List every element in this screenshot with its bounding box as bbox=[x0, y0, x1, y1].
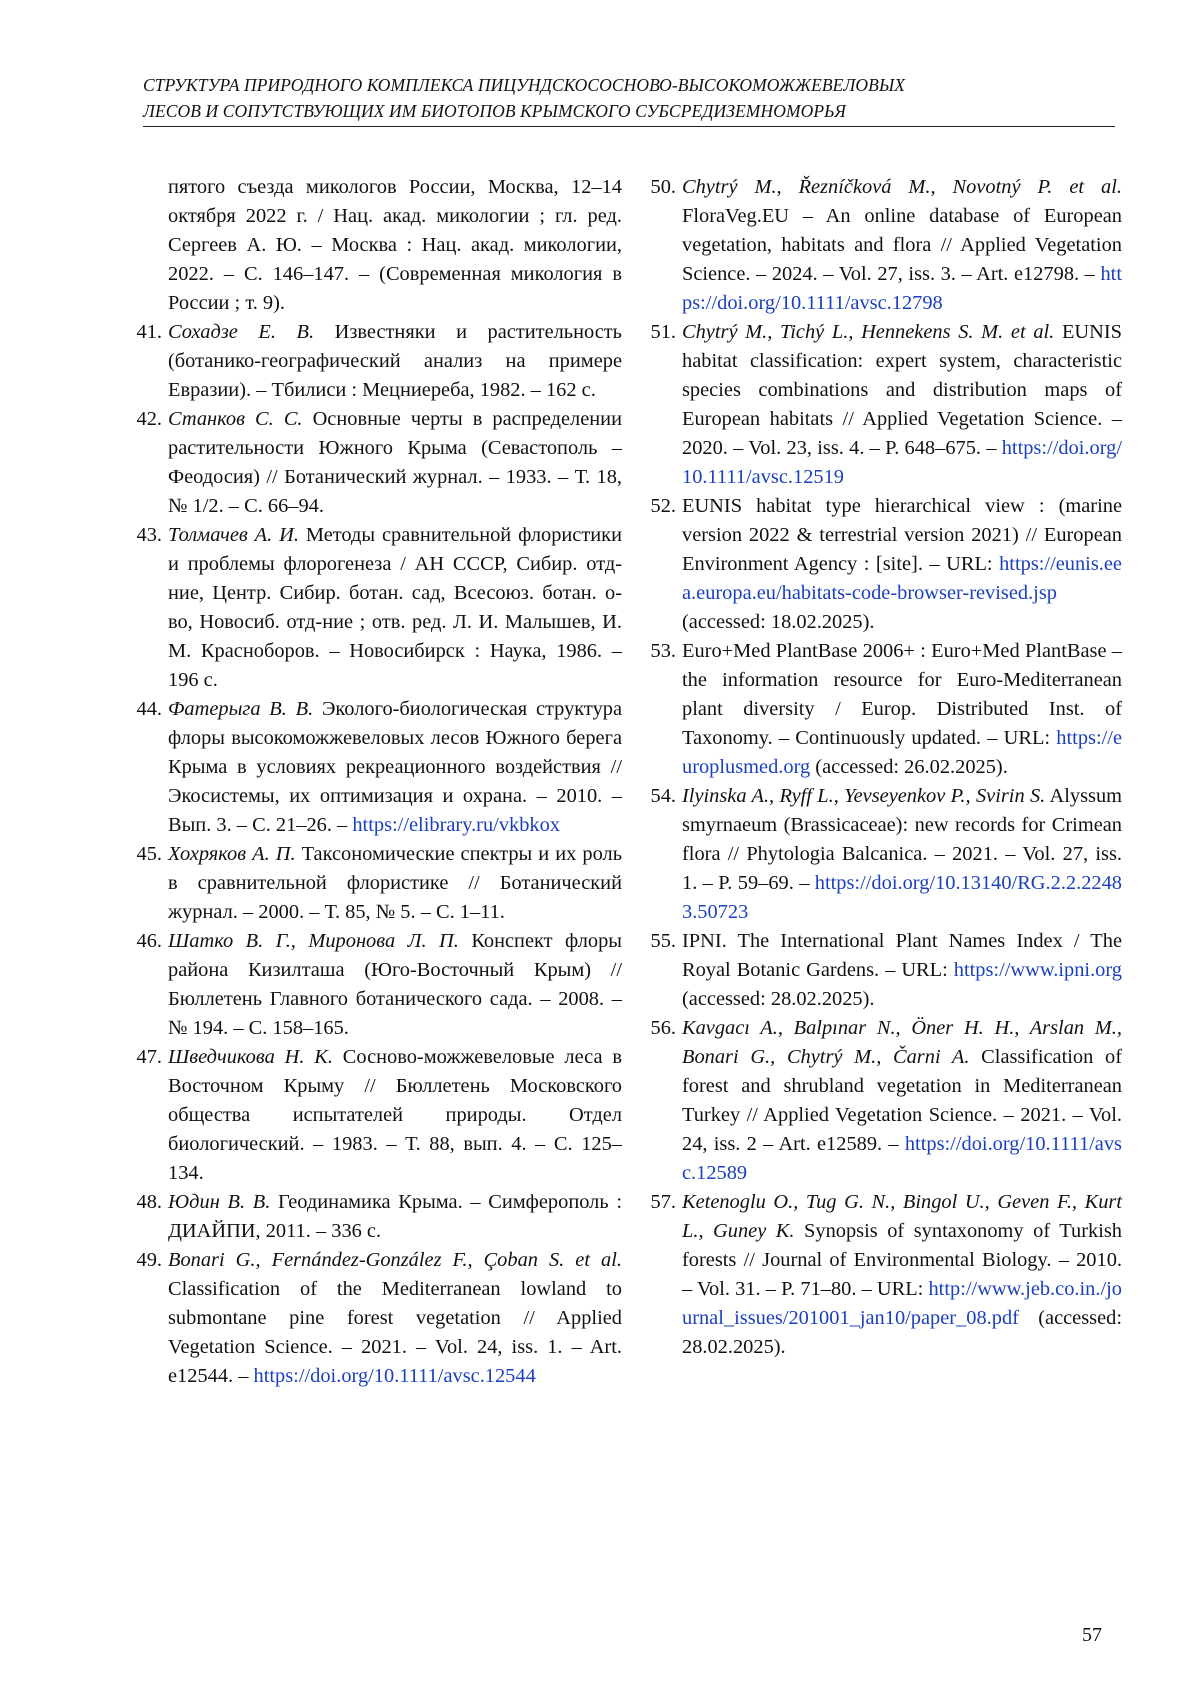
reference-number: 49. bbox=[136, 1249, 162, 1271]
reference-text: Геодинамика Крыма. – Симферополь : ДИАЙПИ, 2011. – 336 с. bbox=[168, 1191, 622, 1242]
references-left-column bbox=[118, 173, 622, 1391]
reference-accessed: (accessed: 28.02.2025). bbox=[682, 1307, 1122, 1358]
reference-authors: Толмачев А. И. bbox=[168, 524, 299, 546]
reference-body bbox=[168, 1188, 622, 1246]
reference-item bbox=[632, 173, 1122, 318]
reference-item bbox=[632, 492, 1122, 637]
reference-body bbox=[168, 1246, 622, 1391]
reference-accessed: (accessed: 26.02.2025). bbox=[810, 756, 1008, 778]
reference-body bbox=[168, 521, 622, 695]
reference-authors: Сохадзе Е. В. bbox=[168, 321, 315, 343]
reference-body bbox=[168, 927, 622, 1043]
reference-text: Таксономические спектры и их роль в сравнительной флористике // Ботанический журнал. – 2000. – Т. 85, № 5. – С. 1–11. bbox=[168, 843, 622, 923]
reference-item bbox=[118, 1188, 622, 1246]
reference-authors: Фатерыга В. В. bbox=[168, 698, 314, 720]
reference-number: 43. bbox=[136, 524, 162, 546]
reference-body bbox=[682, 927, 1122, 1014]
reference-body bbox=[168, 405, 622, 521]
reference-body bbox=[682, 782, 1122, 927]
reference-authors: Ketenoglu O., Tug G. N., Bingol U., Geven F., Kurt L., Guney K. bbox=[682, 1191, 1122, 1242]
reference-number: 46. bbox=[136, 930, 162, 952]
reference-body bbox=[682, 637, 1122, 782]
reference-body bbox=[682, 1014, 1122, 1188]
reference-number: 42. bbox=[136, 408, 162, 430]
reference-number: 51. bbox=[650, 321, 676, 343]
reference-text: Основные черты в распределении растительности Южного Крыма (Севастополь – Феодосия) // Ботанический журнал. – 1933. – Т. 18, № 1/2. – С. 66–94. bbox=[168, 408, 622, 517]
reference-link[interactable]: https://europlusmed.org bbox=[682, 727, 1122, 778]
running-header bbox=[143, 72, 1115, 127]
reference-number: 50. bbox=[650, 176, 676, 198]
reference-body bbox=[168, 1043, 622, 1188]
reference-text: Classification of the Mediterranean lowland to submontane pine forest vegetation // Applied Vegetation Science. – 2021. – Vol. 24, iss. 1. – Art. e12544. – bbox=[168, 1278, 622, 1387]
reference-continuation: пятого съезда микологов России, Москва, 12–14 октября 2022 г. / Нац. акад. микологии ; гл. ред. Сергеев А. Ю. – Москва : Нац. акад. микологии, 2022. – С. 146–147. – (Современная микология в России ; т. 9). bbox=[168, 176, 622, 314]
reference-link[interactable]: https://eunis.eea.europa.eu/habitats-code-browser-revised.jsp bbox=[682, 553, 1122, 604]
reference-list-right bbox=[632, 173, 1122, 1362]
reference-body bbox=[168, 840, 622, 927]
reference-body bbox=[168, 318, 622, 405]
reference-text: EUNIS habitat classification: expert system, characteristic species combinations and distribution maps of European habitats // Applied Vegetation Science. – 2020. – Vol. 23, iss. 4. – P. 648–675. – bbox=[682, 321, 1122, 459]
reference-text: Classification of forest and shrubland vegetation in Mediterranean Turkey // Applied Vegetation Science. – 2021. – Vol. 24, iss. 2 – Art. e12589. – bbox=[682, 1046, 1122, 1155]
reference-number: 48. bbox=[136, 1191, 162, 1213]
reference-item bbox=[118, 521, 622, 695]
reference-item bbox=[632, 927, 1122, 1014]
reference-text: Euro+Med PlantBase 2006+ : Euro+Med PlantBase – the information resource for Euro-Mediterranean plant diversity / Europ. Distributed Inst. of Taxonomy. – Continuously updated. – URL: bbox=[682, 640, 1122, 749]
reference-item bbox=[118, 318, 622, 405]
reference-authors: Юдин В. В. bbox=[168, 1191, 271, 1213]
reference-link[interactable]: https://doi.org/10.1111/avsc.12589 bbox=[682, 1133, 1122, 1184]
reference-item bbox=[118, 695, 622, 840]
reference-number: 47. bbox=[136, 1046, 162, 1068]
reference-link[interactable]: https://elibrary.ru/vkbkox bbox=[352, 814, 561, 836]
reference-item bbox=[118, 1043, 622, 1188]
reference-body bbox=[682, 492, 1122, 637]
reference-text: EUNIS habitat type hierarchical view : (marine version 2022 & terrestrial version 2021) // European Environment Agency : [site]. – URL: bbox=[682, 495, 1122, 575]
reference-item bbox=[632, 1014, 1122, 1188]
reference-authors: Kavgacı A., Balpınar N., Öner H. H., Arslan M., Bonari G., Chytrý M., Čarni A. bbox=[682, 1017, 1122, 1068]
reference-body bbox=[682, 1188, 1122, 1362]
reference-link[interactable]: https://www.ipni.org bbox=[953, 959, 1122, 981]
reference-item bbox=[632, 1188, 1122, 1362]
running-header-line-2: ЛЕСОВ И СОПУТСТВУЮЩИХ ИМ БИОТОПОВ КРЫМСКОГО СУБСРЕДИЗЕМНОМОРЬЯ bbox=[143, 101, 846, 121]
running-header-line-1: СТРУКТУРА ПРИРОДНОГО КОМПЛЕКСА ПИЦУНДСКОСОСНОВО-ВЫСОКОМОЖЖЕВЕЛОВЫХ bbox=[143, 75, 906, 95]
reference-item bbox=[118, 927, 622, 1043]
reference-item bbox=[118, 405, 622, 521]
reference-item bbox=[118, 840, 622, 927]
reference-number: 57. bbox=[650, 1191, 676, 1213]
reference-authors: Шатко В. Г., Миронова Л. П. bbox=[168, 930, 459, 952]
reference-number: 53. bbox=[650, 640, 676, 662]
reference-body bbox=[682, 318, 1122, 492]
reference-authors: Хохряков А. П. bbox=[168, 843, 296, 865]
reference-link[interactable]: http://www.jeb.co.in./journal_issues/201001_jan10/paper_08.pdf bbox=[682, 1278, 1122, 1329]
reference-text: Конспект флоры района Кизилташа (Юго-Восточный Крым) // Бюллетень Главного ботанического сада. – 2008. – № 194. – С. 158–165. bbox=[168, 930, 623, 1039]
reference-item bbox=[632, 782, 1122, 927]
reference-text: Известняки и растительность (ботанико-географический анализ на примере Евразии). – Тбилиси : Мецниереба, 1982. – 162 с. bbox=[168, 321, 622, 401]
reference-authors: Chytrý M., Řezníčková M., Novotný P. et al. bbox=[682, 176, 1122, 198]
reference-link[interactable]: https://doi.org/10.13140/RG.2.2.22483.50723 bbox=[682, 872, 1122, 923]
reference-item bbox=[632, 318, 1122, 492]
reference-item bbox=[118, 1246, 622, 1391]
reference-text: Alyssum smyrnaeum (Brassicaceae): new records for Crimean flora // Phytologia Balcanica. – 2021. – Vol. 27, iss. 1. – P. 59–69. – bbox=[682, 785, 1123, 894]
reference-authors: Bonari G., Fernández-González F., Çoban S. et al. bbox=[168, 1249, 622, 1271]
reference-text: FloraVeg.EU – An online database of European vegetation, habitats and flora // Applied Vegetation Science. – 2024. – Vol. 27, iss. 3. – Art. e12798. – bbox=[682, 205, 1122, 285]
reference-link[interactable]: https://doi.org/10.1111/avsc.12544 bbox=[253, 1365, 536, 1387]
reference-number: 41. bbox=[136, 321, 162, 343]
references-right-column bbox=[632, 173, 1122, 1362]
reference-body bbox=[682, 173, 1122, 318]
reference-authors: Станков С. С. bbox=[168, 408, 303, 430]
reference-body bbox=[168, 695, 622, 840]
reference-accessed: (accessed: 18.02.2025). bbox=[682, 611, 875, 633]
reference-link[interactable]: https://doi.org/10.1111/avsc.12519 bbox=[682, 437, 1122, 488]
reference-text: Сосново-можжевеловые леса в Восточном Крыму // Бюллетень Московского общества испытателей природы. Отдел биологический. – 1983. – Т. 88, вып. 4. – С. 125–134. bbox=[168, 1046, 623, 1184]
reference-list-left bbox=[118, 318, 622, 1391]
reference-number: 44. bbox=[136, 698, 162, 720]
page-number: 57 bbox=[1082, 1624, 1102, 1646]
reference-text: IPNI. The International Plant Names Index / The Royal Botanic Gardens. – URL: bbox=[682, 930, 1122, 981]
reference-number: 45. bbox=[136, 843, 162, 865]
reference-number: 55. bbox=[650, 930, 676, 952]
reference-text: Synopsis of syntaxonomy of Turkish forests // Journal of Environmental Biology. – 2010. – Vol. 31. – P. 71–80. – URL: bbox=[682, 1220, 1122, 1300]
reference-item bbox=[632, 637, 1122, 782]
reference-number: 54. bbox=[650, 785, 676, 807]
reference-authors: Chytrý M., Tichý L., Hennekens S. M. et al. bbox=[682, 321, 1055, 343]
reference-text: Эколого-биологическая структура флоры высокоможжевеловых лесов Южного берега Крыма в условиях рекреационного воздействия // Экосистемы, их оптимизация и охрана. – 2010. – Вып. 3. – С. 21–26. – bbox=[168, 698, 623, 836]
reference-number: 56. bbox=[650, 1017, 676, 1039]
reference-text: Методы сравнительной флористики и проблемы флорогенеза / АН СССР, Сибир. отд-ние, Центр. Сибир. ботан. сад, Всесоюз. ботан. о-во, Новосиб. отд-ние ; отв. ред. Л. И. Малышев, И. М. Красноборов. – Новосибирск : Наука, 1986. – 196 с. bbox=[168, 524, 622, 691]
reference-link[interactable]: https://doi.org/10.1111/avsc.12798 bbox=[682, 263, 1122, 314]
reference-authors: Шведчикова Н. К. bbox=[168, 1046, 333, 1068]
reference-number: 52. bbox=[650, 495, 676, 517]
reference-accessed: (accessed: 28.02.2025). bbox=[682, 988, 875, 1010]
reference-authors: Ilyinska A., Ryff L., Yevseyenkov P., Svirin S. bbox=[682, 785, 1046, 807]
